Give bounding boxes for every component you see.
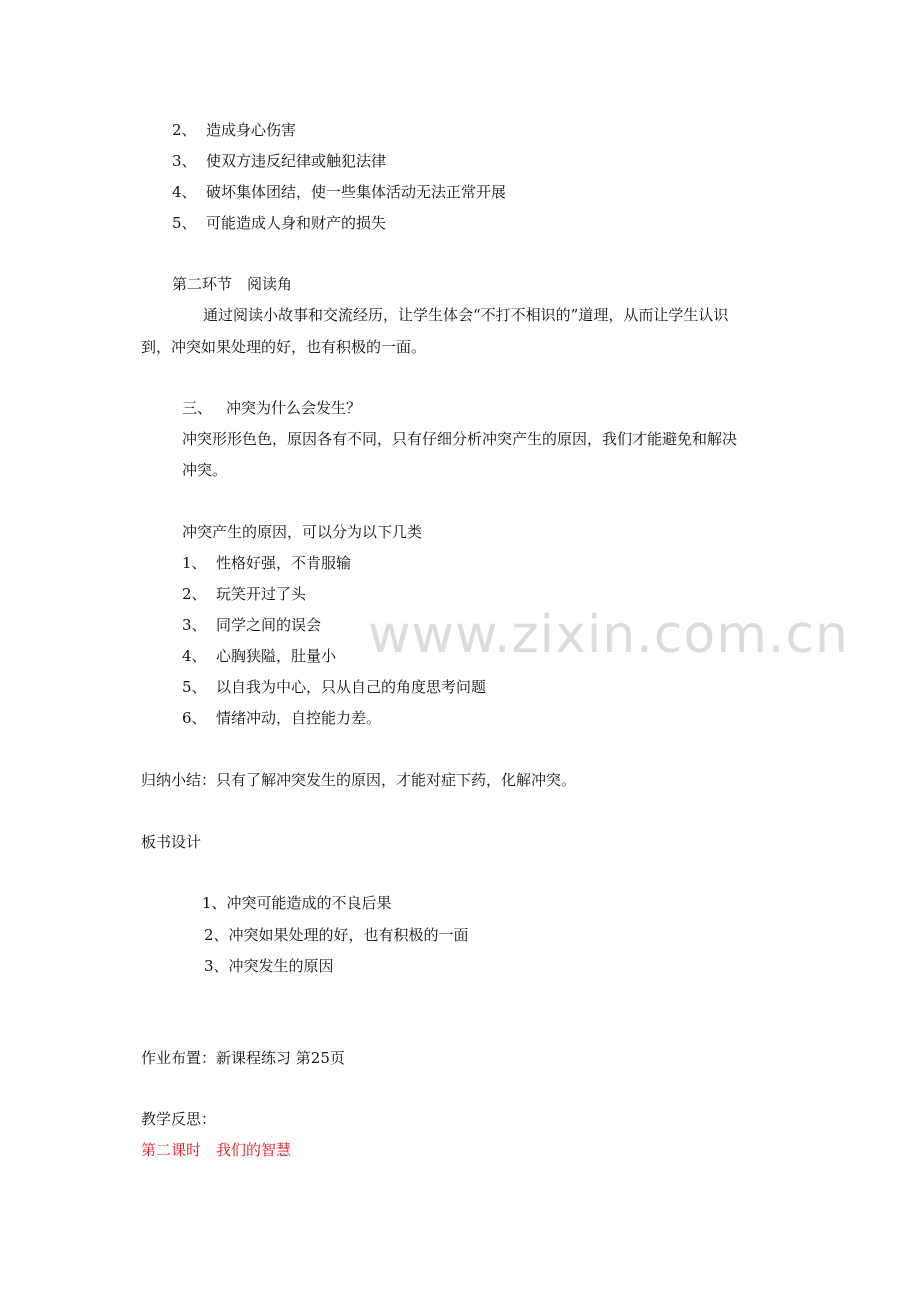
list-item: [172, 151, 386, 171]
watermark: www.zixin.com.cn: [368, 605, 849, 665]
list-item-text: 情绪冲动，自控能力差。: [216, 709, 382, 727]
section-heading: 第二环节 阅读角: [172, 275, 293, 293]
causes-intro: 冲突产生的原因，可以分为以下几类: [182, 523, 423, 541]
list-item-number: 5、: [182, 678, 207, 696]
section-number: 三、: [182, 399, 213, 417]
list-item-number: 3、: [182, 616, 207, 634]
list-item-text: 性格好强，不肯服输: [216, 554, 352, 572]
list-item: [172, 213, 386, 233]
list-item: [182, 708, 381, 728]
list-item-number: 5、: [172, 214, 197, 232]
list-item-number: 3、: [172, 152, 197, 170]
summary: 归纳小结：只有了解冲突发生的原因，才能对症下药，化解冲突。: [141, 771, 577, 789]
board-item: 3、冲突发生的原因: [204, 957, 334, 975]
board-item: 2、冲突如果处理的好，也有积极的一面: [204, 926, 469, 944]
section-title: 冲突为什么会发生？: [226, 399, 362, 417]
list-item-text: 造成身心伤害: [206, 121, 297, 139]
reflection-label: 教学反思：: [141, 1110, 217, 1128]
section-heading: [182, 398, 361, 418]
list-item: [172, 182, 506, 202]
list-item: [182, 553, 351, 573]
list-item-number: 4、: [172, 183, 197, 201]
list-item-text: 使双方违反纪律或触犯法律: [206, 152, 387, 170]
paragraph-line: 通过阅读小故事和交流经历，让学生体会“不打不相识的”道理，从而让学生认识: [203, 306, 729, 324]
list-item-number: 1、: [182, 554, 207, 572]
list-item: [172, 120, 296, 140]
list-item-number: 4、: [182, 647, 207, 665]
list-item-number: 2、: [182, 585, 207, 603]
list-item-number: 2、: [172, 121, 197, 139]
homework: 作业布置：新课程练习 第25页: [141, 1049, 345, 1067]
list-item: [182, 677, 486, 697]
paragraph-line: 冲突形形色色，原因各有不同，只有仔细分析冲突产生的原因，我们才能避免和解决: [182, 430, 738, 448]
board-title: 板书设计: [141, 833, 202, 851]
board-item: 1、冲突可能造成的不良后果: [202, 894, 392, 912]
list-item-text: 玩笑开过了头: [216, 585, 307, 603]
next-lesson-title: 第二课时 我们的智慧: [141, 1141, 292, 1159]
list-item: [182, 646, 336, 666]
list-item-text: 破坏集体团结，使一些集体活动无法正常开展: [206, 183, 507, 201]
list-item-text: 可能造成人身和财产的损失: [206, 214, 387, 232]
list-item-text: 以自我为中心，只从自己的角度思考问题: [216, 678, 487, 696]
paragraph-line: 冲突。: [182, 461, 228, 479]
paragraph-line: 到，冲突如果处理的好，也有积极的一面。: [141, 338, 427, 356]
list-item-number: 6、: [182, 709, 207, 727]
list-item: [182, 584, 306, 604]
list-item-text: 心胸狭隘，肚量小: [216, 647, 337, 665]
list-item-text: 同学之间的误会: [216, 616, 322, 634]
list-item: [182, 615, 321, 635]
